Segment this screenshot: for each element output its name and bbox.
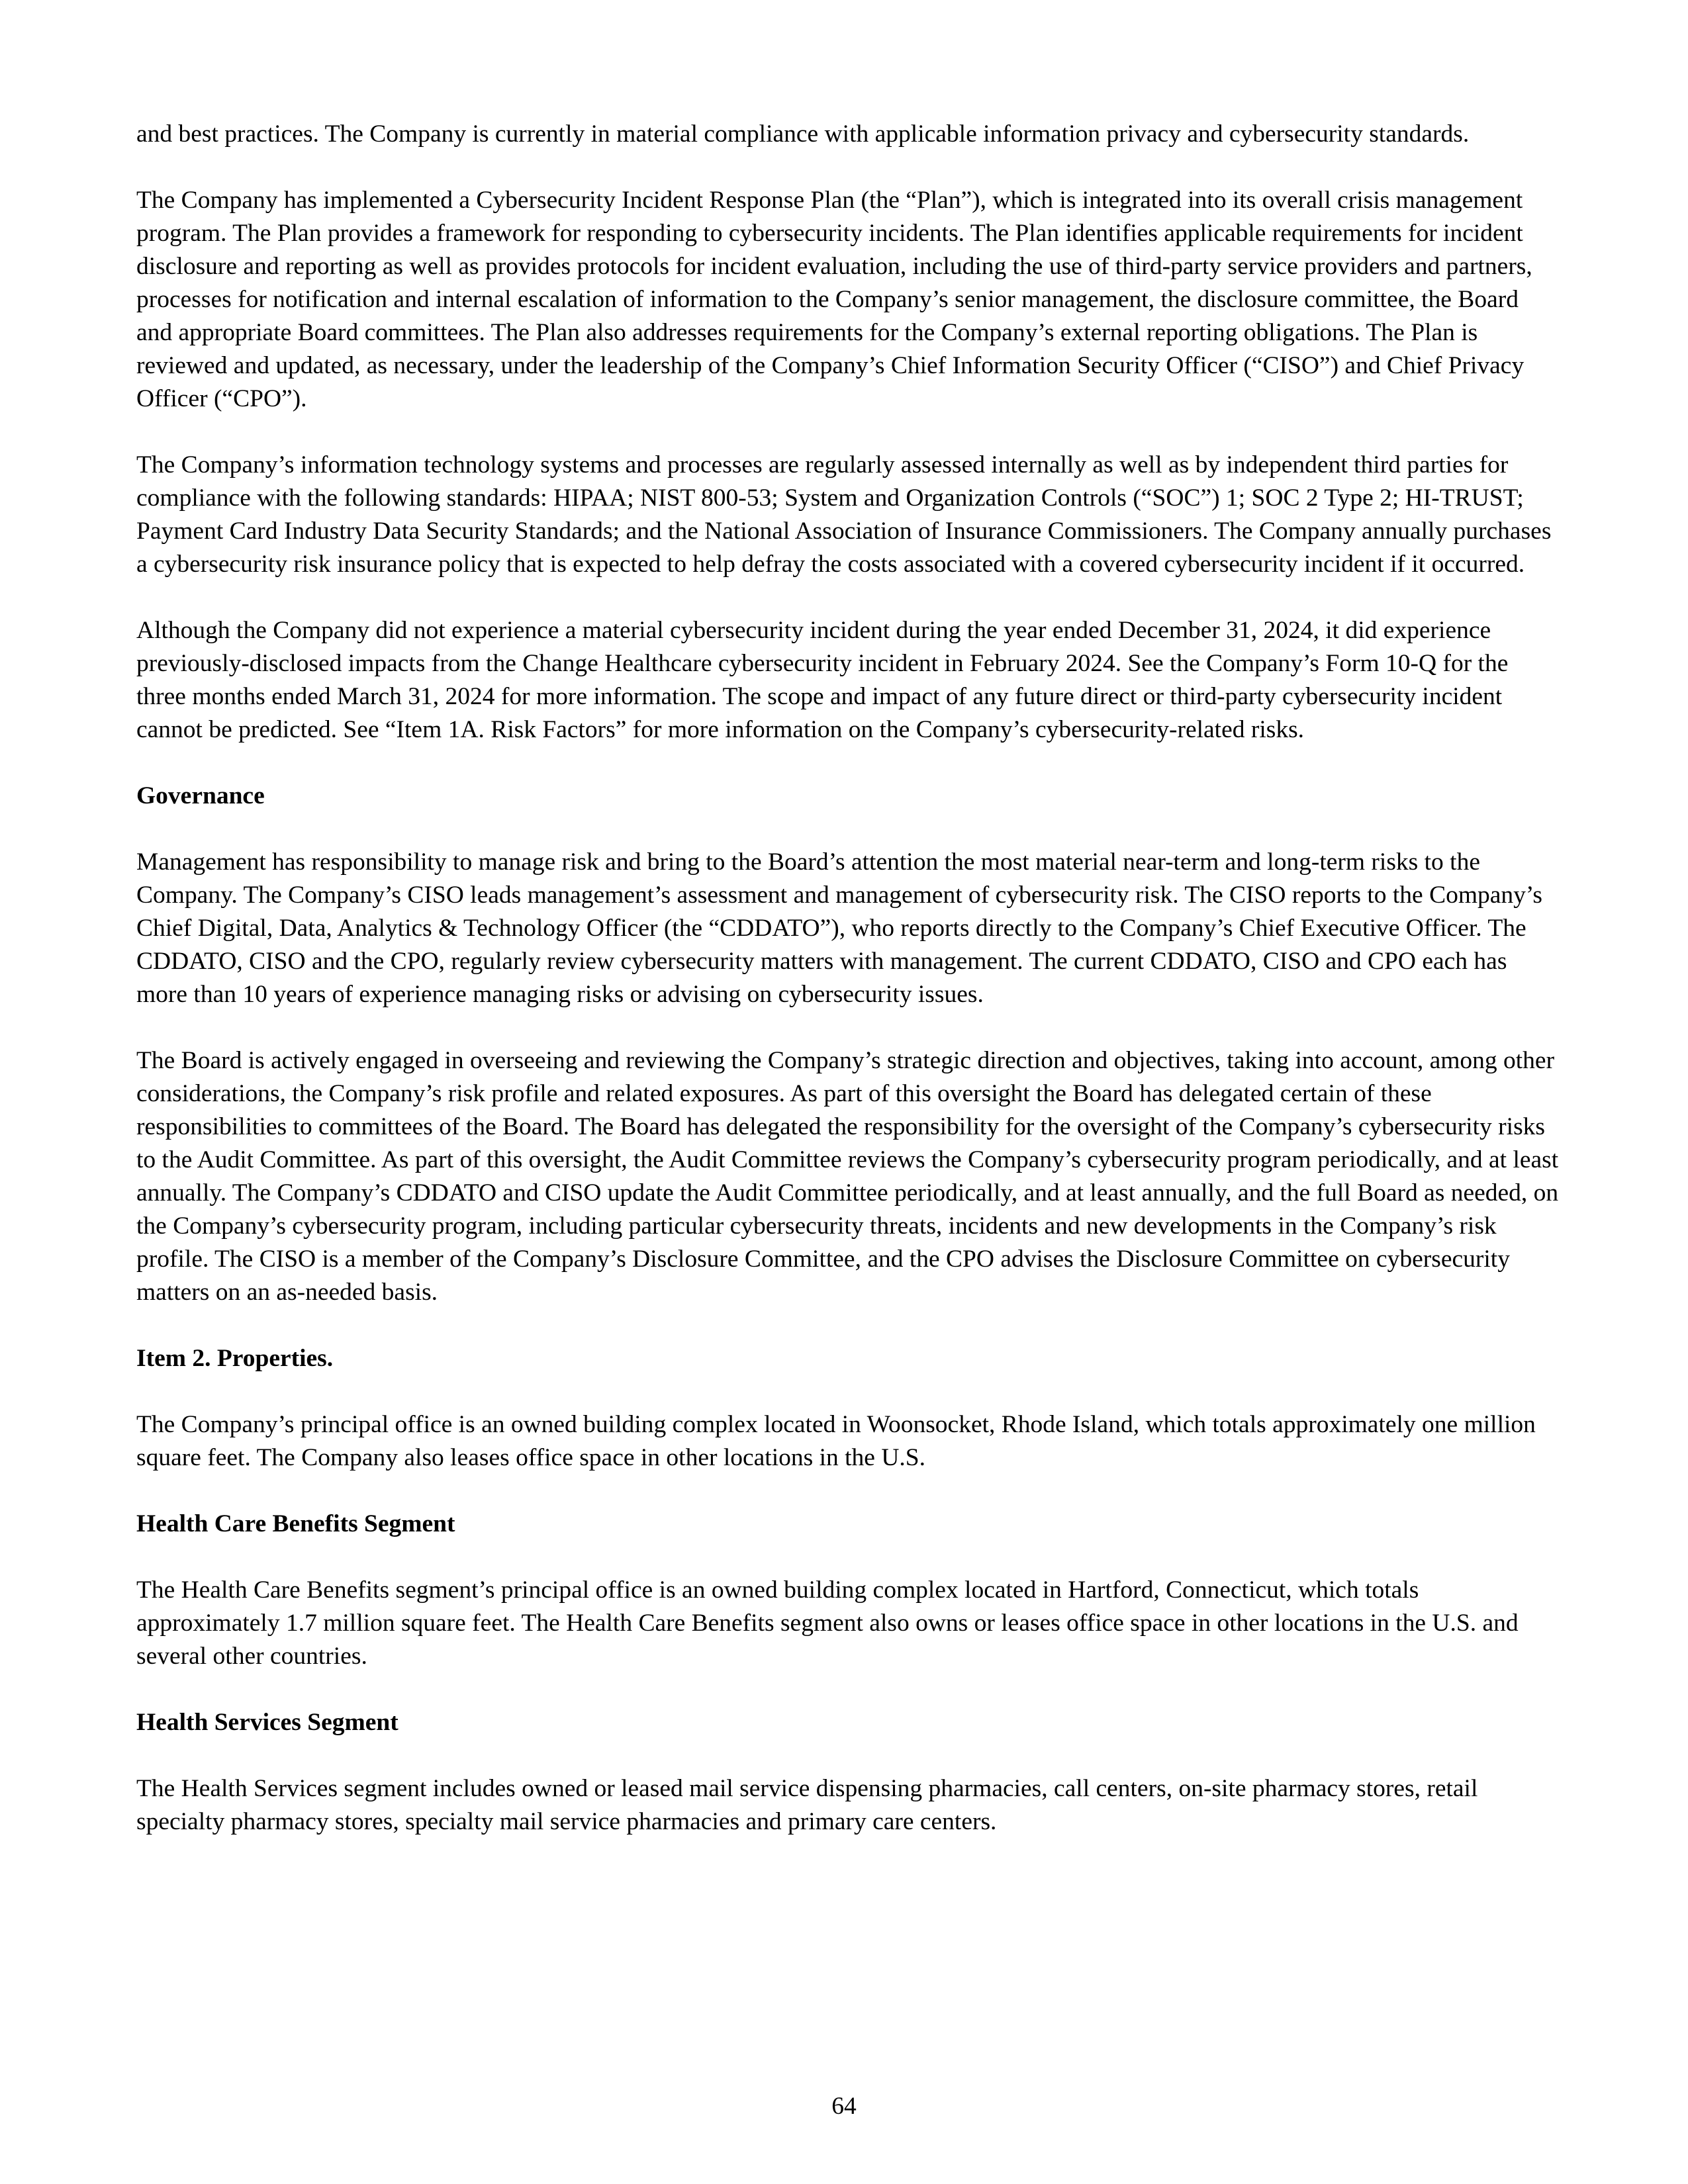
paragraph-board-oversight: The Board is actively engaged in overseeing and reviewing the Company’s strategic direction and objectives, taking into account, among other considerations, the Company’s risk profile and related exposures. As part of this oversight the Board has delegated certain of these responsibilities to committees of the Board. The Board has delegated the responsibility for the oversight of the Company’s cybersecurity risks to the Audit Committee. As part of this oversight, the Audit Committee reviews the Company’s cybersecurity program periodically, and at least annually. The Company’s CDDATO and CISO update the Audit Committee periodically, and at least annually, and the full Board as needed, on the Company’s cybersecurity program, including particular cybersecurity threats, incidents and new developments in the Company’s risk profile. The CISO is a member of the Company’s Disclosure Committee, and the CPO advises the Disclosure Committee on cybersecurity matters on an as-needed basis. (136, 1047, 1559, 1306)
page-content (136, 118, 1560, 1872)
heading-health-care-benefits-segment: Health Care Benefits Segment (136, 1510, 455, 1537)
paragraph-principal-office: The Company’s principal office is an owned building complex located in Woonsocket, Rhode Island, which totals approximately one million square feet. The Company also leases office space in other locations in the U.S. (136, 1411, 1536, 1471)
paragraph-standards-assessment: The Company’s information technology systems and processes are regularly assessed internally as well as by independent third parties for compliance with the following standards: HIPAA; NIST 800-53; System and Organization Controls (“SOC”) 1; SOC 2 Type 2; HI-TRUST; Payment Card Industry Data Security Standards; and the National Association of Insurance Commissioners. The Company annually purchases a cybersecurity risk insurance policy that is expected to help defray the costs associated with a covered cybersecurity incident if it occurred. (136, 451, 1552, 578)
heading-health-services-segment: Health Services Segment (136, 1709, 399, 1736)
page-number: 64 (831, 2093, 857, 2120)
heading-item-2-properties: Item 2. Properties. (136, 1345, 334, 1372)
paragraph-change-healthcare-incident: Although the Company did not experience a material cybersecurity incident during the year ended December 31, 2024, it did experience previously-disclosed impacts from the Change Healthcare cybersecurity incident in February 2024. See the Company’s Form 10-Q for the three months ended March 31, 2024 for more information. The scope and impact of any future direct or third-party cybersecurity incident cannot be predicted. See “Item 1A. Risk Factors” for more information on the Company’s cybersecurity-related risks. (136, 617, 1509, 743)
heading-governance: Governance (136, 782, 265, 809)
paragraph-privacy-compliance: and best practices. The Company is currently in material compliance with applicable information privacy and cybersecurity standards. (136, 120, 1470, 148)
paragraph-health-care-benefits-office: The Health Care Benefits segment’s principal office is an owned building complex located in Hartford, Connecticut, which totals approximately 1.7 million square feet. The Health Care Benefits segment also owns or leases office space in other locations in the U.S. and several other countries. (136, 1576, 1519, 1670)
paragraph-health-services-facilities: The Health Services segment includes owned or leased mail service dispensing pharmacies, call centers, on-site pharmacy stores, retail specialty pharmacy stores, specialty mail service pharmacies and primary care centers. (136, 1775, 1478, 1835)
paragraph-management-responsibility: Management has responsibility to manage risk and bring to the Board’s attention the most material near-term and long-term risks to the Company. The Company’s CISO leads management’s assessment and management of cybersecurity risk. The CISO reports to the Company’s Chief Digital, Data, Analytics & Technology Officer (the “CDDATO”), who reports directly to the Company’s Chief Executive Officer. The CDDATO, CISO and the CPO, regularly review cybersecurity matters with management. The current CDDATO, CISO and CPO each has more than 10 years of experience managing risks or advising on cybersecurity issues. (136, 848, 1542, 1008)
paragraph-incident-response-plan: The Company has implemented a Cybersecurity Incident Response Plan (the “Plan”), which is integrated into its overall crisis management program. The Plan provides a framework for responding to cybersecurity incidents. The Plan identifies applicable requirements for incident disclosure and reporting as well as provides protocols for incident evaluation, including the use of third-party service providers and partners, processes for notification and internal escalation of information to the Company’s senior management, the disclosure committee, the Board and appropriate Board committees. The Plan also addresses requirements for the Company’s external reporting obligations. The Plan is reviewed and updated, as necessary, under the leadership of the Company’s Chief Information Security Officer (“CISO”) and Chief Privacy Officer (“CPO”). (136, 187, 1532, 412)
